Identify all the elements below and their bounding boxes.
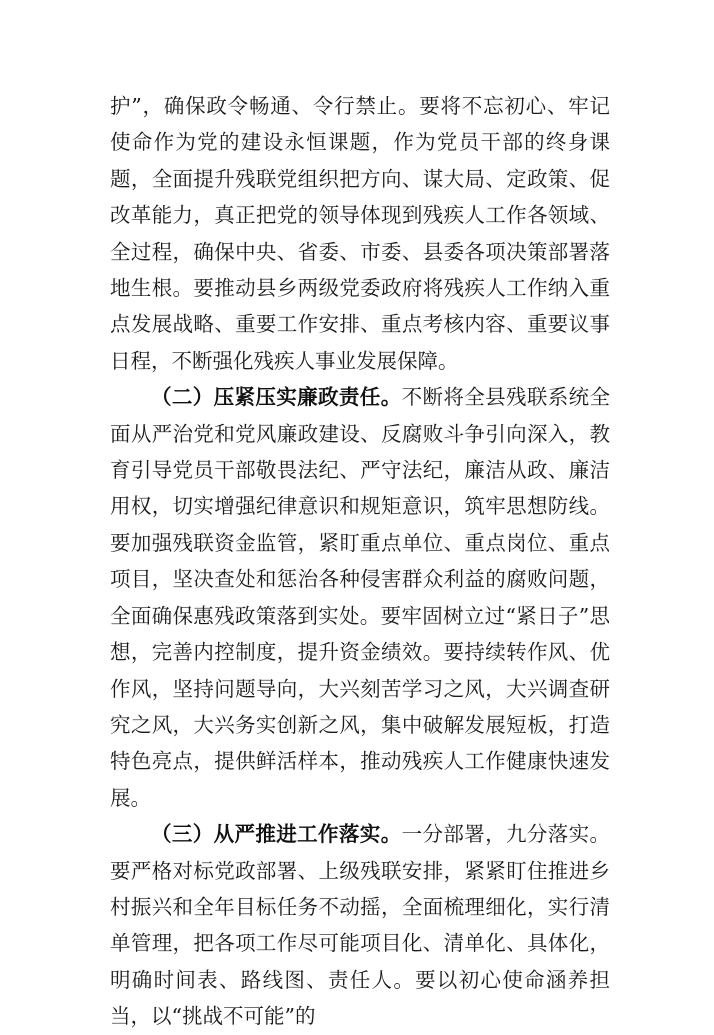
paragraph-section-2 bbox=[110, 379, 610, 816]
section-2-heading: （二）压紧压实廉政责任。 bbox=[151, 385, 402, 410]
section-2-text: 不断将全县残联系统全面从严治党和党风廉政建设、反腐败斗争引向深入，教育引导党员干部敬畏法纪、严守法纪，廉洁从政、廉洁用权，切实增强纪律意识和规矩意识，筑牢思想防线。要加强残联资金监管，紧盯重点单位、重点岗位、重点项目，坚决查处和惩治各种侵害群众利益的腐败问题，全面确保惠残政策落到实处。要牢固树立过“紧日子”思想，完善内控制度，提升资金绩效。要持续转作风、优作风，坚持问题导向，大兴刻苦学习之风，大兴调查研究之风，大兴务实创新之风，集中破解发展短板，打造特色亮点，提供鲜活样本，推动残疾人工作健康快速发展。 bbox=[110, 385, 611, 810]
paragraph-1-text: 护”，确保政令畅通、令行禁止。要将不忘初心、牢记使命作为党的建设永恒课题，作为党员干部的终身课题，全面提升残联党组织把方向、谋大局、定政策、促改革能力，真正把党的领导体现到残疾人工作各领域、全过程，确保中央、省委、市委、县委各项决策部署落地生根。要推动县乡两级党委政府将残疾人工作纳入重点发展战略、重要工作安排、重点考核内容、重要议事日程，不断强化残疾人事业发展保障。 bbox=[110, 94, 610, 373]
paragraph-continuation bbox=[110, 88, 610, 379]
section-3-text: 一分部署，九分落实。要严格对标党政部署、上级残联安排，紧紧盯住推进乡村振兴和全年目标任务不动摇，全面梳理细化，实行清单管理，把各项工作尽可能项目化、清单化、具体化，明确时间表、路线图、责任人。要以初心使命涵养担当，以“挑战不可能”的 bbox=[110, 822, 611, 1029]
section-3-heading: （三）从严推进工作落实。 bbox=[151, 822, 402, 847]
paragraph-section-3 bbox=[110, 816, 610, 1034]
document-body bbox=[110, 88, 610, 1035]
